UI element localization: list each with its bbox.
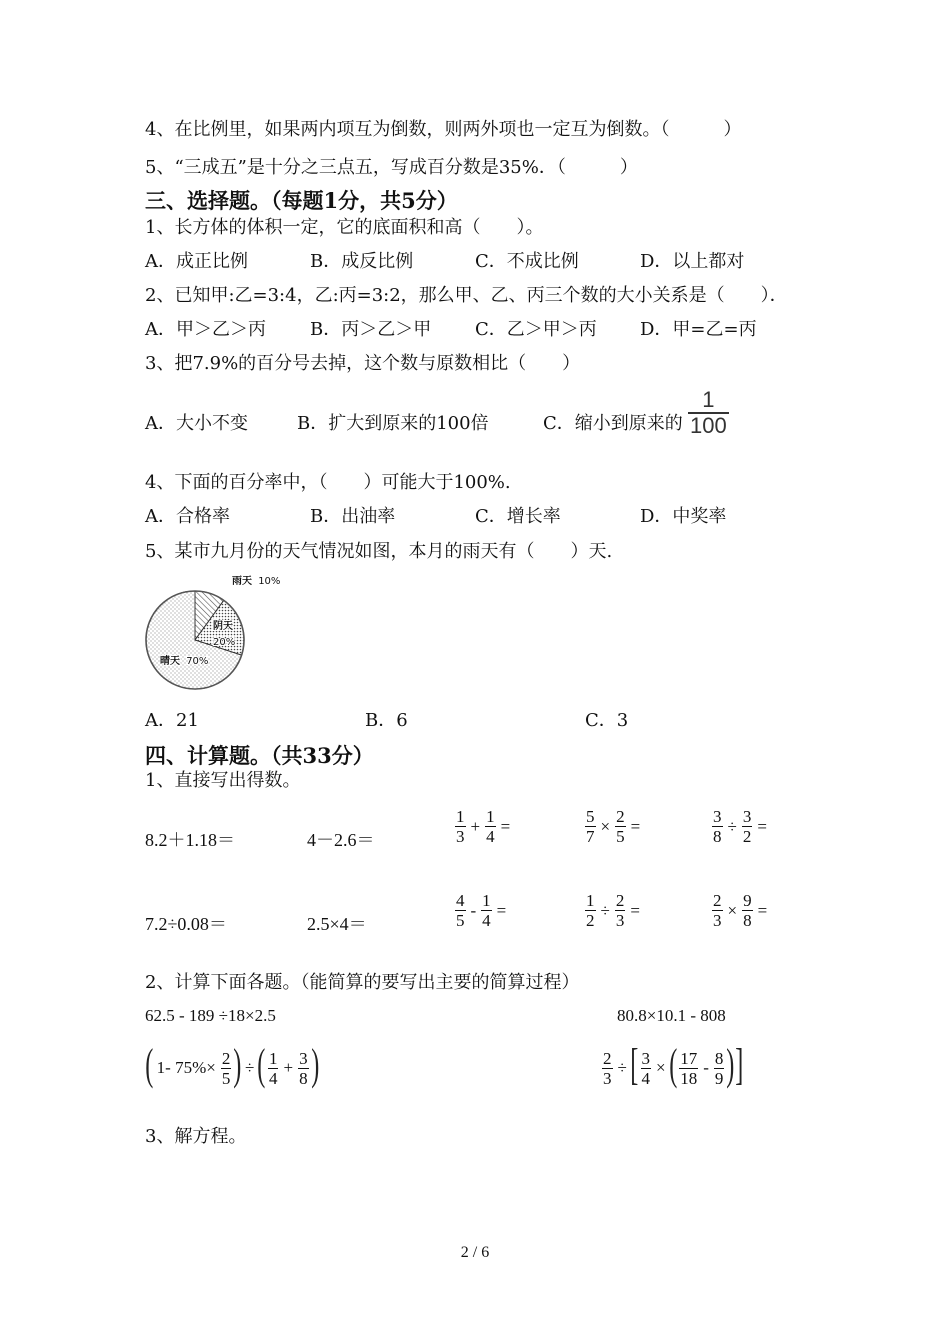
calc-p2-stem: 2、计算下面各题。（能简算的要写出主要的简算过程） [145, 972, 580, 993]
math-operator: = [496, 900, 507, 920]
denominator: 3 [603, 1068, 612, 1088]
denominator: 5 [616, 827, 625, 846]
calc-p2-expr-2: 80.8×10.1 - 808 [617, 1006, 726, 1025]
fraction [641, 1049, 652, 1088]
math-operator: + [470, 816, 481, 836]
pie-label-rain-pct: 10% [258, 576, 281, 587]
calc-p2-expr-4 [600, 1040, 744, 1091]
denominator: 8 [299, 1068, 308, 1088]
math-operator: = [757, 816, 767, 836]
fraction [742, 807, 753, 846]
numerator: 3 [742, 807, 752, 826]
fraction [602, 1049, 613, 1088]
choice-q5-option-c: C．3 [585, 710, 629, 731]
choice-q2-option-c: C．乙＞甲＞丙 [475, 319, 597, 340]
numerator: 9 [743, 891, 752, 910]
numerator: 2 [615, 891, 625, 910]
fraction [221, 1049, 232, 1088]
math-operator: 1- 75%× [156, 1058, 216, 1077]
choice-q4-option-d: D．中奖率 [640, 506, 727, 527]
denominator: 8 [743, 911, 752, 930]
math-operator: × [656, 1058, 666, 1077]
bracket: ) [233, 1040, 242, 1089]
numerator: 3 [299, 1048, 308, 1068]
section3-title: 三、选择题。（每题1分，共5分） [145, 188, 458, 213]
choice-q3-option-a: A．大小不变 [145, 413, 248, 434]
choice-q3-option-c: C．缩小到原来的 [543, 413, 683, 434]
denominator: 4 [486, 827, 495, 846]
math-operator: + [283, 1058, 294, 1077]
denominator: 2 [586, 911, 595, 930]
pie-label-overcast-pct: 20% [213, 637, 236, 648]
fraction [712, 807, 723, 846]
choice-q5-stem: 5、某市九月份的天气情况如图，本月的雨天有（ ）天. [145, 541, 613, 562]
choice-q2-option-a: A．甲＞乙＞丙 [145, 319, 266, 340]
math-operator: = [630, 816, 641, 836]
fraction [481, 891, 492, 930]
denominator: 9 [714, 1068, 724, 1088]
math-operator: - [703, 1058, 709, 1077]
fraction [742, 891, 753, 930]
choice-q1-option-c: C．不成比例 [475, 251, 579, 272]
numerator: 1 [688, 388, 729, 414]
bracket: ( [668, 1040, 677, 1089]
denominator: 5 [456, 911, 465, 930]
bracket: ( [145, 1040, 154, 1089]
bracket: ) [726, 1040, 735, 1089]
judge-item-5: 5、“三成五”是十分之三点五，写成百分数是35%．（ ） [145, 157, 638, 178]
denominator: 3 [713, 911, 722, 930]
fraction [455, 807, 466, 846]
pie-label-rain [232, 574, 280, 587]
denominator: 3 [456, 827, 465, 846]
math-operator: ÷ [617, 1058, 627, 1077]
choice-q1-option-b: B．成反比例 [310, 251, 414, 272]
denominator: 100 [690, 413, 727, 438]
numerator: 1 [482, 891, 491, 910]
calc-p2-expr-3 [145, 1040, 319, 1091]
choice-q3-option-b: B．扩大到原来的100倍 [297, 413, 489, 434]
denominator: 2 [742, 827, 752, 846]
fraction [712, 891, 723, 930]
choice-q3-stem: 3、把7.9%的百分号去掉，这个数与原数相比（ ） [145, 353, 581, 374]
bracket: ] [735, 1040, 744, 1089]
choice-q5-option-b: B．6 [365, 710, 408, 731]
choice-q4-option-c: C．增长率 [475, 506, 561, 527]
judge-item-4: 4、在比例里，如果两内项互为倒数，则两外项也一定互为倒数。（ ） [145, 119, 742, 140]
denominator: 4 [268, 1068, 278, 1088]
calc-row1-item2: 4－2.6＝ [307, 830, 375, 850]
numerator: 8 [714, 1048, 724, 1068]
fraction [679, 1049, 698, 1088]
fraction [455, 891, 466, 930]
math-operator: = [757, 900, 768, 920]
numerator: 3 [713, 807, 722, 826]
calc-row2-fraction-expr-2 [583, 891, 643, 930]
fraction [615, 891, 626, 930]
numerator: 2 [713, 891, 722, 910]
fraction [585, 891, 596, 930]
choice-q5-option-a: A．21 [145, 710, 199, 731]
choice-q3-option-c-fraction [688, 388, 729, 438]
choice-q2-stem: 2、已知甲:乙=3:4，乙:丙=3:2，那么甲、乙、丙三个数的大小关系是（ ）． [145, 285, 788, 306]
numerator: 2 [221, 1048, 231, 1068]
choice-q4-option-a: A．合格率 [145, 506, 230, 527]
denominator: 8 [713, 827, 722, 846]
denominator: 5 [221, 1068, 231, 1088]
choice-q1-option-d: D．以上都对 [640, 251, 745, 272]
fraction [585, 807, 596, 846]
choice-q4-option-b: B．出油率 [310, 506, 396, 527]
fraction [714, 1049, 725, 1088]
math-operator: ÷ [600, 900, 610, 920]
numerator: 1 [486, 807, 495, 826]
numerator: 17 [680, 1048, 698, 1068]
calc-row1-fraction-expr-1 [453, 807, 513, 846]
math-operator: = [500, 816, 511, 836]
numerator: 5 [586, 807, 595, 826]
page-number: 2 / 6 [460, 1244, 490, 1261]
pie-label-sunny-pct: 70% [186, 656, 209, 667]
math-operator: × [727, 900, 738, 920]
math-operator: × [600, 816, 611, 836]
bracket: ( [257, 1040, 266, 1089]
calc-row2-fraction-expr-1 [453, 891, 509, 930]
calc-row1-item1: 8.2＋1.18＝ [145, 830, 235, 850]
calc-row2-item2: 2.5×4＝ [307, 914, 367, 934]
math-operator: ÷ [727, 816, 737, 836]
denominator: 3 [615, 911, 625, 930]
numerator: 1 [586, 891, 595, 910]
choice-q2-option-d: D．甲=乙=丙 [640, 319, 757, 340]
math-operator: - [470, 900, 477, 920]
fraction [268, 1049, 279, 1088]
fraction [615, 807, 626, 846]
numerator: 2 [603, 1048, 612, 1068]
choice-q1-stem: 1、长方体的体积一定，它的底面积和高（ ）。 [145, 217, 544, 238]
calc-row2-item1: 7.2÷0.08＝ [145, 914, 227, 934]
math-operator: ÷ [244, 1058, 255, 1077]
fraction [298, 1049, 309, 1088]
fraction [485, 807, 496, 846]
choice-q1-option-a: A．成正比例 [145, 251, 248, 272]
pie-label-rain-name: 雨天 [232, 576, 252, 587]
denominator: 7 [586, 827, 595, 846]
math-operator: = [630, 900, 640, 920]
section4-title: 四、计算题。（共33分） [145, 743, 374, 768]
denominator: 4 [641, 1068, 650, 1088]
numerator: 1 [268, 1048, 278, 1068]
bracket: ) [310, 1040, 319, 1089]
weather-pie-chart [140, 570, 290, 700]
calc-row2-fraction-expr-3 [710, 891, 770, 930]
numerator: 4 [456, 891, 465, 910]
denominator: 18 [680, 1068, 698, 1088]
calc-p1-stem: 1、直接写出得数。 [145, 770, 301, 791]
choice-q4-stem: 4、下面的百分率中，（ ）可能大于100%. [145, 472, 511, 493]
denominator: 4 [482, 911, 491, 930]
choice-q2-option-b: B．丙＞乙＞甲 [310, 319, 432, 340]
numerator: 2 [616, 807, 625, 826]
pie-label-overcast-name: 阴天 [213, 621, 233, 632]
numerator: 1 [456, 807, 465, 826]
calc-row1-fraction-expr-3 [710, 807, 770, 846]
numerator: 3 [641, 1048, 650, 1068]
calc-row1-fraction-expr-2 [583, 807, 643, 846]
calc-p3-stem: 3、解方程。 [145, 1126, 247, 1147]
bracket: [ [630, 1040, 639, 1089]
pie-label-sunny-name: 晴天 [160, 656, 180, 667]
calc-p2-expr-1: 62.5 - 189 ÷18×2.5 [145, 1006, 276, 1025]
